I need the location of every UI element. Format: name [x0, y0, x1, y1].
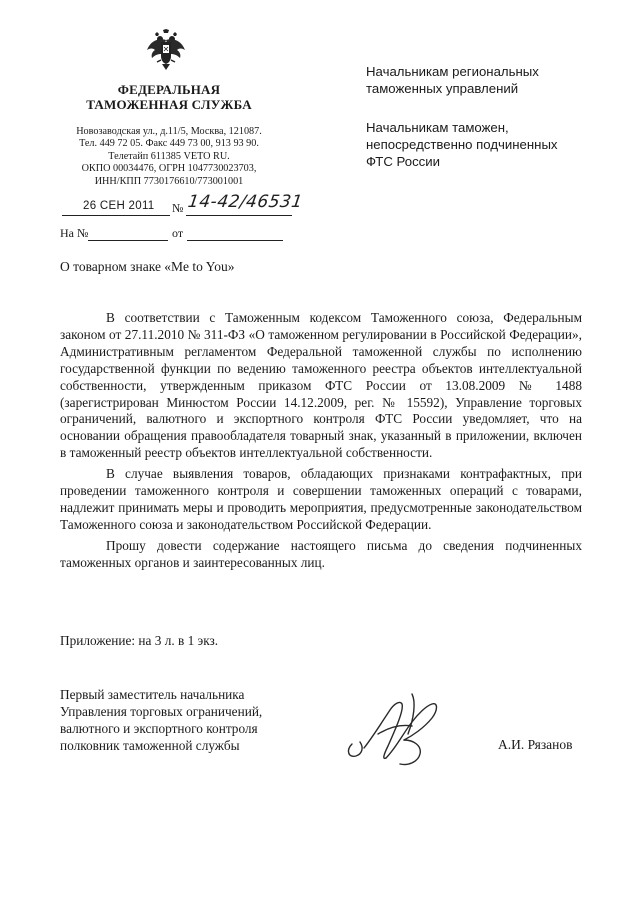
addressee-line: Начальникам региональных: [366, 64, 539, 79]
handwritten-signature: [342, 688, 452, 778]
addressee-line: ФТС России: [366, 154, 440, 169]
registration-number-label: №: [172, 201, 184, 215]
addressee-line: таможенных управлений: [366, 81, 519, 96]
contact-line: Тел. 449 72 05. Факс 449 73 00, 913 93 90.: [79, 138, 259, 150]
signer-name: А.И. Рязанов: [498, 737, 573, 752]
addressee-regional-directorates: [366, 63, 596, 97]
registration-date-stamp: 26 СЕН 2011: [83, 200, 155, 212]
org-name-line: ТАМОЖЕННАЯ СЛУЖБА: [86, 97, 252, 112]
registration-number: 14-42/46531: [186, 192, 305, 212]
reference-number-label: На №: [60, 226, 89, 240]
body-paragraph: В случае выявления товаров, обладающих признаками контрафактных, при проведении таможенного контроля и совершении таможенных операций с товарами, надлежит принимать меры и проводить мероприятия, предусмотренные законодательством Таможенного союза и законодательством Российской Федерации.: [60, 466, 582, 532]
organization-contacts: [60, 126, 278, 188]
signer-title: [60, 686, 320, 754]
contact-line: ОКПО 00034476, ОГРН 1047730023703,: [81, 163, 257, 175]
addressee-line: непосредственно подчиненных: [366, 137, 558, 152]
addressee-customs-heads: [366, 119, 596, 170]
signer-title-line: Управления торговых ограничений,: [60, 704, 263, 719]
attachment-note: Приложение: на 3 л. в 1 экз.: [60, 633, 219, 648]
org-name-line: ФЕДЕРАЛЬНАЯ: [117, 82, 221, 97]
contact-line: Телетайп 611385 VETO RU.: [108, 150, 230, 162]
signer-title-line: Первый заместитель начальника: [60, 687, 245, 702]
signer-title-line: валютного и экспортного контроля: [60, 721, 258, 736]
reference-date-line: [187, 240, 283, 241]
reference-date-label: от: [172, 226, 184, 240]
contact-line: ИНН/КПП 7730176610/773001001: [94, 175, 244, 187]
russian-coat-of-arms-icon: [145, 28, 187, 72]
letter-subject: О товарном знаке «Me to You»: [60, 259, 235, 274]
signer-title-line: полковник таможенной службы: [60, 738, 240, 753]
organization-name: [60, 82, 278, 112]
reference-number-line: [88, 240, 168, 241]
number-underline: [186, 215, 292, 216]
addressee-line: Начальникам таможен,: [366, 120, 509, 135]
contact-line: Новозаводская ул., д.11/5, Москва, 121087.: [76, 126, 262, 137]
letter-body: [60, 310, 582, 576]
body-paragraph: Прошу довести содержание настоящего письма до сведения подчиненных таможенных органов и заинтересованных лиц.: [60, 537, 582, 570]
date-underline: [62, 215, 170, 216]
body-paragraph: В соответствии с Таможенным кодексом Таможенного союза, Федеральным законом от 27.11.2010 № 311-ФЗ «О таможенном регулировании в Российской Федерации», Административным регламентом Федеральной таможенной службы по исполнению государственной функции по ведению таможенного реестра объектов интеллектуальной собственности, утвержденным приказом ФТС России от 13.08.2009 № 1488 (зарегистрирован Минюстом России 14.12.2009, рег. № 15592), Управление торговых ограничений, валютного и экспортного контроля ФТС России уведомляет, что на основании обращения правообладателя товарный знак, указанный в приложении, включен в таможенный реестр объектов интеллектуальной собственности.: [60, 310, 582, 461]
